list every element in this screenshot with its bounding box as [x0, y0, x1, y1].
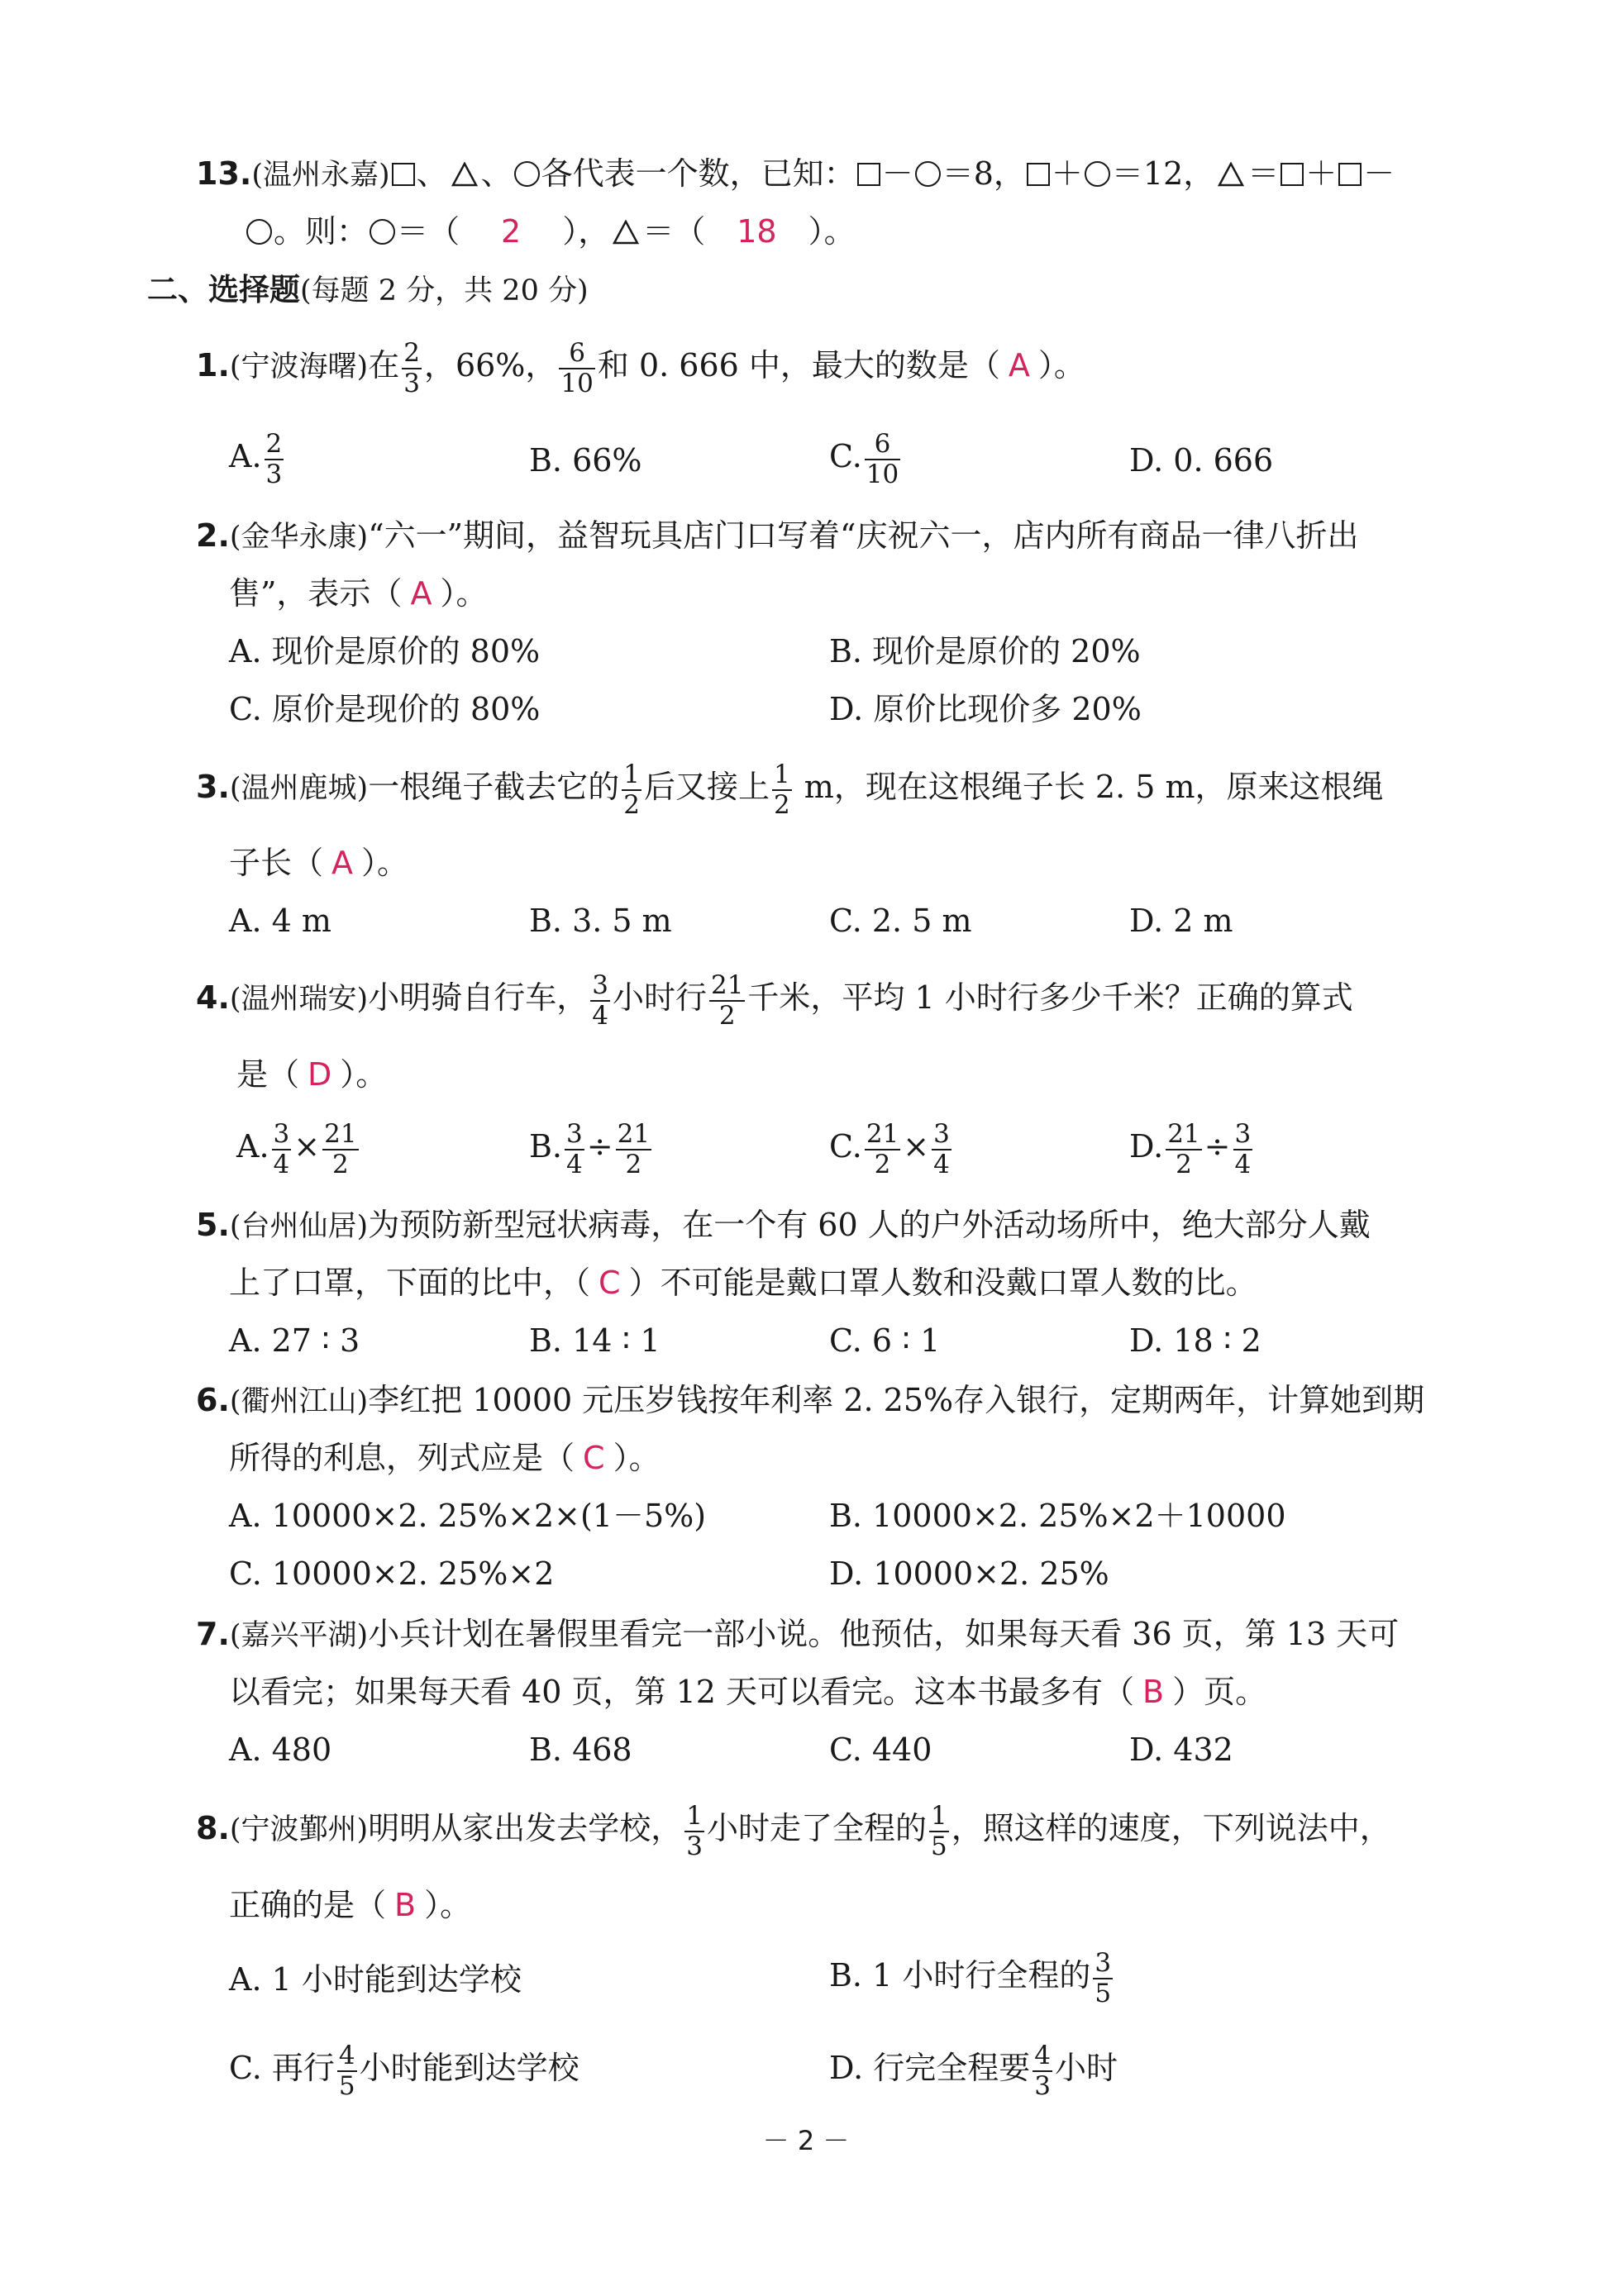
circle-symbol	[246, 219, 272, 245]
q3-option-c: C. 2. 5 m	[829, 903, 972, 939]
q8-stem-line1: 8.(宁波鄞州)明明从家出发去学校， $\frac{1}{3}$ 小时走了全程的 $\frac{1}{5}$ ，照这样的速度，下列说法中，	[196, 1801, 1391, 1861]
q8-option-b: B. 1 小时行全程的 $\frac{3}{5}$	[829, 1948, 1112, 2008]
q1-option-a: A. $\frac{2}{3}$	[229, 429, 283, 489]
q3-option-b: B. 3. 5 m	[529, 903, 672, 939]
question-source: (嘉兴平湖)	[229, 1619, 369, 1652]
q6-option-d: D. 10000×2. 25%	[829, 1555, 1109, 1592]
q3-option-d: D. 2 m	[1129, 903, 1233, 939]
fraction: $\frac{1}{3}$	[686, 1801, 703, 1861]
fraction: $\frac{2}{3}$	[403, 338, 420, 398]
q2-stem-line1: 2.(金华永康)“六一”期间，益智玩具店门口写着“庆祝六一，店内所有商品一律八折出	[196, 517, 1359, 554]
answer-text: D	[308, 1056, 332, 1093]
q13-line1: 13.(温州永嘉) 、 、 各代表一个数，已知： － ＝8， ＋ ＝12， ＝ ＋ －	[196, 155, 1395, 192]
question-source: (宁波海曙)	[229, 350, 369, 384]
question-number: 7.	[196, 1616, 230, 1652]
fraction: $\frac{1}{5}$	[930, 1801, 947, 1861]
q4-option-c: C. $\frac{21}{2}$ × $\frac{3}{4}$	[829, 1119, 950, 1179]
q2-option-b: B. 现价是原价的 20%	[829, 633, 1141, 669]
q13-line2: 。则： ＝（ 2 ）， ＝（ 18 ）。	[245, 213, 856, 251]
answer-text: A	[410, 575, 432, 612]
triangle-symbol	[451, 155, 478, 180]
q6-option-b: B. 10000×2. 25%×2＋10000	[829, 1498, 1286, 1534]
q1-option-d: D. 0. 666	[1129, 442, 1274, 479]
q7-stem-line1: 7.(嘉兴平湖)小兵计划在暑假里看完一部小说。他预估，如果每天看 36 页，第 13 天可	[196, 1616, 1400, 1652]
q8-option-a: A. 1 小时能到达学校	[229, 1961, 522, 1998]
section-heading	[147, 271, 589, 309]
q7-option-c: C. 440	[829, 1732, 932, 1768]
question-number: 13.	[196, 155, 252, 192]
circle-symbol	[915, 161, 941, 187]
circle-symbol	[370, 219, 395, 245]
question-source: (衢州江山)	[229, 1385, 369, 1418]
question-number: 6.	[196, 1382, 230, 1418]
q1-option-c: C. $\frac{6}{10}$	[829, 429, 899, 489]
answer-text: B	[394, 1887, 417, 1923]
q3-option-a: A. 4 m	[229, 903, 331, 939]
question-number: 3.	[196, 769, 230, 806]
section-note: (每题 2 分，共 20 分)	[300, 274, 589, 307]
q2-option-c: C. 原价是现价的 80%	[229, 691, 541, 727]
q4-option-b: B. $\frac{3}{4}$ ÷ $\frac{21}{2}$	[529, 1119, 651, 1179]
answer-text: C	[583, 1440, 605, 1476]
square-symbol	[1027, 163, 1050, 186]
square-symbol	[1338, 163, 1362, 186]
q6-stem-line2: 所得的利息，列式应是（ C ）。	[229, 1440, 661, 1476]
q8-option-c: C. 再行 $\frac{4}{5}$ 小时能到达学校	[229, 2041, 579, 2101]
q5-stem-line1: 5.(台州仙居)为预防新型冠状病毒，在一个有 60 人的户外活动场所中，绝大部分人戴	[196, 1207, 1371, 1243]
question-number: 4.	[196, 979, 230, 1017]
circle-symbol	[1085, 161, 1110, 187]
question-number: 8.	[196, 1810, 230, 1847]
answer-text: 2	[501, 213, 522, 250]
fraction: $\frac{1}{2}$	[773, 760, 790, 820]
q7-option-d: D. 432	[1129, 1732, 1233, 1768]
q7-stem-line2: 以看完；如果每天看 40 页，第 12 天可以看完。这本书最多有（ B ）页。	[229, 1674, 1267, 1710]
q6-option-a: A. 10000×2. 25%×2×(1－5%)	[229, 1498, 707, 1534]
square-symbol	[392, 163, 415, 186]
answer-text: C	[599, 1265, 621, 1301]
q4-option-a: A. $\frac{3}{4}$ × $\frac{21}{2}$	[236, 1119, 357, 1179]
answer-text: A	[331, 845, 354, 881]
fraction: $\frac{1}{2}$	[623, 760, 640, 820]
q1-option-b: B. 66%	[529, 442, 642, 479]
page-number: － 2 －	[762, 2125, 850, 2156]
q6-stem-line1: 6.(衢州江山)李红把 10000 元压岁钱按年利率 2. 25%存入银行，定期两年，计算她到期	[196, 1382, 1425, 1418]
q2-option-a: A. 现价是原价的 80%	[229, 633, 541, 669]
q4-stem-line2: 是（ D ）。	[236, 1056, 388, 1093]
fraction: $\frac{6}{10}$	[560, 338, 594, 398]
q5-option-a: A. 27 ∶ 3	[229, 1322, 360, 1359]
triangle-symbol	[613, 213, 639, 238]
answer-text: 18	[737, 213, 777, 250]
q2-option-d: D. 原价比现价多 20%	[829, 691, 1142, 727]
q8-stem-line2: 正确的是（ B ）。	[229, 1887, 472, 1923]
q3-stem-line1: 3.(温州鹿城)一根绳子截去它的 $\frac{1}{2}$ 后又接上 $\frac{1}{2}$ m，现在这根绳子长 2. 5 m，原来这根绳	[196, 760, 1384, 820]
question-source: (金华永康)	[229, 521, 369, 554]
q5-stem-line2: 上了口罩，下面的比中，（ C ）不可能是戴口罩人数和没戴口罩人数的比。	[229, 1265, 1257, 1301]
q8-option-d: D. 行完全程要 $\frac{4}{3}$ 小时	[829, 2041, 1118, 2101]
square-symbol	[857, 163, 880, 186]
fraction: $\frac{21}{2}$	[710, 970, 744, 1031]
square-symbol	[1281, 163, 1304, 186]
q4-stem-line1: 4.(温州瑞安)小明骑自行车， $\frac{3}{4}$ 小时行 $\frac{21}{2}$ 千米，平均 1 小时行多少千米？正确的算式	[196, 970, 1353, 1031]
answer-text: B	[1142, 1674, 1165, 1710]
question-source: (温州鹿城)	[229, 772, 369, 806]
fraction: $\frac{3}{4}$	[592, 970, 608, 1031]
circle-symbol	[514, 161, 540, 187]
q4-option-d: D. $\frac{21}{2}$ ÷ $\frac{3}{4}$	[1129, 1119, 1252, 1179]
answer-text: A	[1008, 347, 1030, 384]
q6-option-c: C. 10000×2. 25%×2	[229, 1555, 555, 1592]
q2-stem-line2: 售”，表示（ A ）。	[229, 575, 488, 612]
q5-option-b: B. 14 ∶ 1	[529, 1322, 661, 1359]
question-number: 2.	[196, 517, 230, 554]
q1-stem: 1.(宁波海曙)在 $\frac{2}{3}$ ，66%， $\frac{6}{10}$ 和 0. 666 中，最大的数是（ A ）。	[196, 338, 1085, 398]
section-title: 二、选择题	[147, 272, 300, 307]
question-source: (台州仙居)	[229, 1210, 369, 1243]
q5-option-d: D. 18 ∶ 2	[1129, 1322, 1261, 1359]
question-source: (温州瑞安)	[229, 983, 369, 1017]
triangle-symbol	[1218, 155, 1244, 180]
question-source: (温州永嘉)	[251, 159, 390, 192]
question-source: (宁波鄞州)	[229, 1813, 369, 1847]
q3-stem-line2: 子长（ A ）。	[229, 845, 409, 881]
q5-option-c: C. 6 ∶ 1	[829, 1322, 941, 1359]
q7-option-b: B. 468	[529, 1732, 632, 1768]
question-number: 5.	[196, 1207, 230, 1243]
q7-option-a: A. 480	[229, 1732, 332, 1768]
question-number: 1.	[196, 347, 230, 384]
